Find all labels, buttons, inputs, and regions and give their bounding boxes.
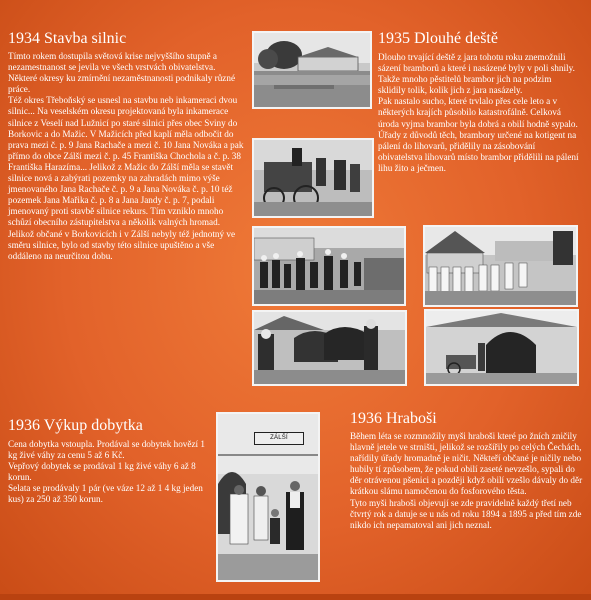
bottom-edge xyxy=(0,594,591,600)
village-name-sign: ZÁLŠÍ xyxy=(254,432,304,445)
section-1936-voles-title: 1936 Hraboši xyxy=(350,410,437,427)
photo-family-sign xyxy=(216,412,320,582)
photo-cellar-gate xyxy=(424,309,579,386)
section-1935-title: 1935 Dlouhé deště xyxy=(378,30,498,47)
photo-horses xyxy=(252,310,407,386)
section-1936-voles-body: Během léta se rozmnožily myši hraboši které po žních zničily hlavně jetele ve strništi, jelikož se rozšířily po celých Čechách, nařídily úřady hromadně je ničit. Někteří občané je ničily nebo hubily tí způsobem, že pokud obilí zaseté nevzešlo, sypali do děr otrávenou pšenici a později když obilí vzešlo dávaly do děr krátkou slámu namočenou do fosforového těsta. Tyto myši hraboši objevují se zde pravidelně každý třetí neb čtvrtý rok a datuje se u nás od roku 1894 a 1895 a před tím zde nikdo ich nepamatoval ani jich neznal. xyxy=(350,431,583,530)
photo-village-pond xyxy=(252,31,372,109)
section-1934-body: Tímto rokem dostupila světová krise nejvyššího stupně a nezamestnanost se jevila ve všech vrstvách obivatelstva. Některé okresy ku zmírnění nezaměstnanosti podnikaly různé práce. Též okres Třeboňský se usnesl na stavbu neb inkameraci dvou silnic... Na veselském okresu projektovaná byla inkamerace silnice z Veselí nad Lužnicí po staré silnici přes obec Sviny do Borkovic a do Mažic. V Mažicích před kaplí měla odbočit do prava mezi č. p. 9 Jana Rachače a mezi č. 10 Jana Nováka a pak přímo do obce Zálší mezi č. p. 45 Františka Chochola a č. p. 38 Františka Harazíma... Jelikož z Mažic do Zálší měla se stavět silnice nová a zabýrati pozemky na zahradách mimo výše jmenovaného Jana Rachače č. p. 9 a Jana Nováka č. p. 10 též pozemek Jana Mařika č. p. 8 a Jana Jandy č. p. 7, podali jmenovaný proti stavbě silnice rekurs. Tím vzniklo mnoho schůzí obecního zástupitelstva a několik valných hromad. Jelikož občané v Borkovicích i v Zálší nebyly též jednotný ve směru silnice, bylo od stavby této silnice upuštěno a vše oddáleno na neurčitou dobu. xyxy=(8,51,244,261)
section-1936-voles xyxy=(350,410,585,428)
section-1934 xyxy=(8,30,246,48)
section-1934-title: 1934 Stavba silnic xyxy=(8,30,127,47)
photo-carriage xyxy=(252,138,374,218)
section-1936-cattle-body: Cena dobytka vstoupla. Prodával se dobytek hovězí 1 kg živé váhy za cenu 5 až 6 Kč. Vepřový dobytek se prodával 1 kg živé váhy 6 až 8 korun. Selata se prodávaly 1 pár (ve váze 12 až 1 4 kg jeden kus) za 250 až 350 korun. xyxy=(8,439,205,505)
section-1936-cattle-title: 1936 Výkup dobytka xyxy=(8,417,143,434)
photo-procession xyxy=(252,226,406,306)
section-1936-cattle xyxy=(8,417,213,435)
section-1935 xyxy=(378,30,583,48)
photo-festive-procession xyxy=(423,225,578,307)
section-1935-body: Dlouho trvající deště z jara tohotu roku znemožnili sázení bramborů a které i nasázené byly v poli shnily. Takže mnoho pěstitelů brambor jich na podzim sklidily tolik, kolik jich z jara nasázely. Pak nastalo sucho, které trvlalo přes cele leto a v některých krajích působilo katastrofálně. Celková úroda vyjma brambor byla dobrá a obilí hodně sypalo. Úřady z důvodů těch, brambory určené na kotigent na pálení do lihovarů, přidělily na zásobování obivatelstva lihovarů místo brambor přidělili na pálení lihu žito a ječmen. xyxy=(378,52,579,173)
